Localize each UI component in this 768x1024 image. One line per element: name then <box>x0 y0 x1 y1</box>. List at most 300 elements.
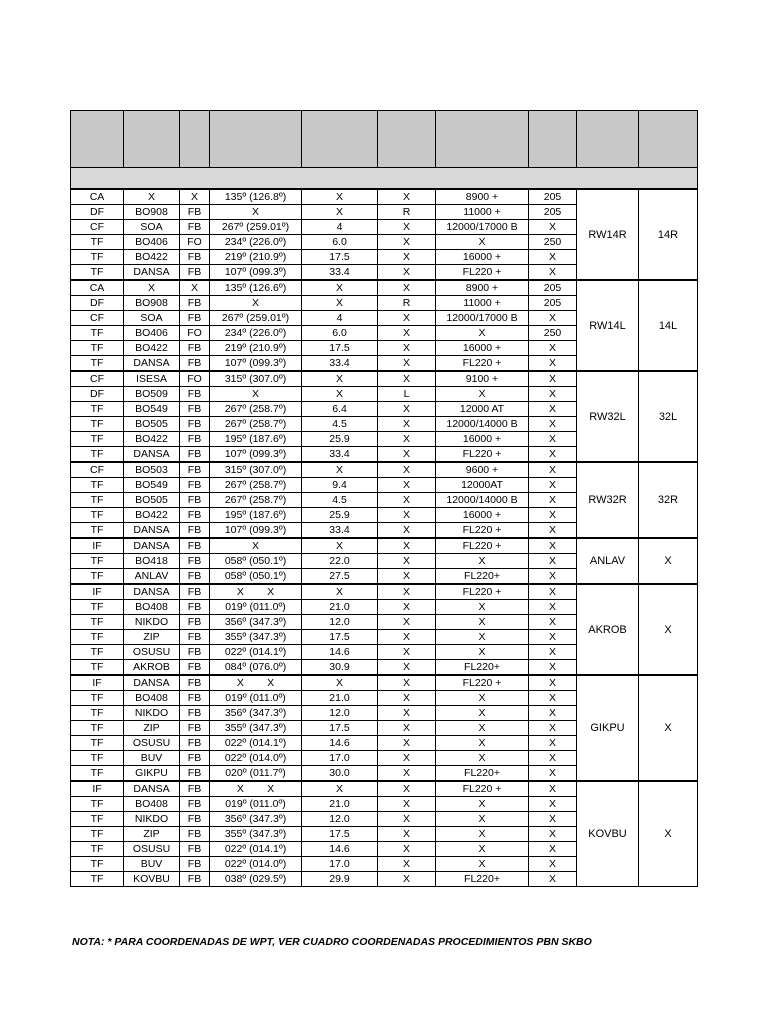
procedure-name-cell: RW14L <box>577 280 639 371</box>
turn-cell: R <box>378 205 436 220</box>
distance-cell: 21.0 <box>302 797 378 812</box>
altitude-cell: 12000 AT <box>436 402 529 417</box>
speed-cell: X <box>529 250 577 265</box>
course-cell: 058º (050.1º) <box>210 569 302 585</box>
path-terminator-cell: TF <box>71 600 124 615</box>
distance-cell: 12.0 <box>302 812 378 827</box>
waypoint-cell: BO505 <box>124 417 180 432</box>
path-terminator-cell: TF <box>71 432 124 447</box>
fly-cell: FB <box>180 675 210 691</box>
altitude-cell: X <box>436 706 529 721</box>
speed-cell: X <box>529 630 577 645</box>
fly-cell: FB <box>180 812 210 827</box>
distance-cell: 14.6 <box>302 842 378 857</box>
table-row <box>71 462 698 478</box>
speed-cell: X <box>529 660 577 676</box>
fly-cell: FB <box>180 341 210 356</box>
waypoint-cell: BO422 <box>124 508 180 523</box>
speed-cell: X <box>529 781 577 797</box>
course-cell: X <box>210 538 302 554</box>
course-cell: 019º (011.0º) <box>210 797 302 812</box>
path-terminator-cell: TF <box>71 447 124 463</box>
path-terminator-cell: TF <box>71 554 124 569</box>
waypoint-cell: NIKDO <box>124 706 180 721</box>
path-terminator-cell: TF <box>71 341 124 356</box>
fly-cell: FO <box>180 326 210 341</box>
distance-cell: X <box>302 280 378 296</box>
speed-cell: X <box>529 675 577 691</box>
waypoint-cell: BO505 <box>124 493 180 508</box>
distance-cell: 22.0 <box>302 554 378 569</box>
path-terminator-cell: TF <box>71 326 124 341</box>
course-cell: X X <box>210 584 302 600</box>
header-cell <box>124 111 180 168</box>
course-cell: 267º (258.7º) <box>210 493 302 508</box>
turn-cell: X <box>378 447 436 463</box>
course-cell: 019º (011.0º) <box>210 691 302 706</box>
turn-cell: X <box>378 493 436 508</box>
altitude-cell: X <box>436 554 529 569</box>
path-terminator-cell: TF <box>71 402 124 417</box>
distance-cell: 17.0 <box>302 857 378 872</box>
altitude-cell: X <box>436 630 529 645</box>
turn-cell: X <box>378 356 436 372</box>
header-cell <box>639 111 698 168</box>
waypoint-cell: BO908 <box>124 205 180 220</box>
turn-cell: X <box>378 645 436 660</box>
path-terminator-cell: TF <box>71 417 124 432</box>
path-terminator-cell: TF <box>71 645 124 660</box>
table-row <box>71 584 698 600</box>
waypoint-cell: OSUSU <box>124 645 180 660</box>
distance-cell: 4.5 <box>302 493 378 508</box>
fly-cell: FB <box>180 523 210 539</box>
procedure-table <box>70 110 698 887</box>
table-row <box>71 781 698 797</box>
waypoint-cell: DANSA <box>124 523 180 539</box>
turn-cell: X <box>378 432 436 447</box>
course-cell: 267º (258.7º) <box>210 402 302 417</box>
speed-cell: X <box>529 554 577 569</box>
altitude-cell: 9100 + <box>436 371 529 387</box>
course-cell: X <box>210 296 302 311</box>
altitude-cell: FL220 + <box>436 356 529 372</box>
altitude-cell: 16000 + <box>436 508 529 523</box>
turn-cell: X <box>378 842 436 857</box>
turn-cell: X <box>378 250 436 265</box>
waypoint-cell: BO418 <box>124 554 180 569</box>
turn-cell: X <box>378 189 436 205</box>
turn-cell: X <box>378 872 436 887</box>
altitude-cell: X <box>436 235 529 250</box>
turn-cell: X <box>378 584 436 600</box>
waypoint-cell: DANSA <box>124 538 180 554</box>
waypoint-cell: BO549 <box>124 402 180 417</box>
turn-cell: X <box>378 341 436 356</box>
distance-cell: 17.5 <box>302 721 378 736</box>
fly-cell: FB <box>180 660 210 676</box>
distance-cell: X <box>302 205 378 220</box>
altitude-cell: X <box>436 645 529 660</box>
altitude-cell: FL220 + <box>436 265 529 281</box>
course-cell: 315º (307.0º) <box>210 371 302 387</box>
turn-cell: X <box>378 478 436 493</box>
course-cell: 058º (050.1º) <box>210 554 302 569</box>
turn-cell: X <box>378 660 436 676</box>
fly-cell: FB <box>180 538 210 554</box>
header-cell <box>378 111 436 168</box>
fly-cell: FB <box>180 751 210 766</box>
altitude-cell: 8900 + <box>436 189 529 205</box>
table-row <box>71 371 698 387</box>
course-cell: 219º (210.9º) <box>210 250 302 265</box>
altitude-cell: X <box>436 691 529 706</box>
waypoint-cell: SOA <box>124 311 180 326</box>
fly-cell: FB <box>180 250 210 265</box>
path-terminator-cell: IF <box>71 538 124 554</box>
altitude-cell: 8900 + <box>436 280 529 296</box>
altitude-cell: X <box>436 857 529 872</box>
procedure-name-cell: KOVBU <box>577 781 639 887</box>
speed-cell: X <box>529 751 577 766</box>
runway-cell: X <box>639 781 698 887</box>
speed-cell: X <box>529 341 577 356</box>
course-cell: 135º (126.6º) <box>210 280 302 296</box>
fly-cell: FB <box>180 781 210 797</box>
runway-cell: X <box>639 538 698 584</box>
altitude-cell: FL220 + <box>436 523 529 539</box>
waypoint-cell: ISESA <box>124 371 180 387</box>
turn-cell: X <box>378 326 436 341</box>
distance-cell: 12.0 <box>302 615 378 630</box>
turn-cell: X <box>378 797 436 812</box>
distance-cell: 6.0 <box>302 326 378 341</box>
distance-cell: 4 <box>302 311 378 326</box>
procedure-name-cell: RW32R <box>577 462 639 538</box>
path-terminator-cell: TF <box>71 721 124 736</box>
fly-cell: FB <box>180 402 210 417</box>
table-row <box>71 538 698 554</box>
waypoint-cell: DANSA <box>124 675 180 691</box>
fly-cell: FB <box>180 600 210 615</box>
altitude-cell: 16000 + <box>436 250 529 265</box>
speed-cell: X <box>529 311 577 326</box>
speed-cell: X <box>529 797 577 812</box>
turn-cell: X <box>378 827 436 842</box>
course-cell: 355º (347.3º) <box>210 827 302 842</box>
waypoint-cell: OSUSU <box>124 736 180 751</box>
path-terminator-cell: IF <box>71 584 124 600</box>
speed-cell: X <box>529 857 577 872</box>
turn-cell: X <box>378 280 436 296</box>
fly-cell: FB <box>180 205 210 220</box>
turn-cell: X <box>378 630 436 645</box>
fly-cell: FB <box>180 857 210 872</box>
header-cell <box>436 111 529 168</box>
turn-cell: X <box>378 751 436 766</box>
fly-cell: FB <box>180 706 210 721</box>
fly-cell: FB <box>180 630 210 645</box>
path-terminator-cell: TF <box>71 615 124 630</box>
turn-cell: X <box>378 523 436 539</box>
waypoint-cell: BO908 <box>124 296 180 311</box>
speed-cell: 250 <box>529 235 577 250</box>
distance-cell: 17.0 <box>302 751 378 766</box>
altitude-cell: X <box>436 721 529 736</box>
fly-cell: FB <box>180 766 210 782</box>
path-terminator-cell: TF <box>71 827 124 842</box>
procedure-table-container <box>70 110 697 887</box>
fly-cell: FB <box>180 296 210 311</box>
runway-cell: 32R <box>639 462 698 538</box>
speed-cell: X <box>529 371 577 387</box>
path-terminator-cell: TF <box>71 872 124 887</box>
speed-cell: X <box>529 402 577 417</box>
course-cell: X <box>210 387 302 402</box>
distance-cell: 9.4 <box>302 478 378 493</box>
course-cell: 135º (126.8º) <box>210 189 302 205</box>
course-cell: 022º (014.0º) <box>210 857 302 872</box>
path-terminator-cell: TF <box>71 235 124 250</box>
fly-cell: FB <box>180 872 210 887</box>
waypoint-cell: KOVBU <box>124 872 180 887</box>
distance-cell: 29.9 <box>302 872 378 887</box>
course-cell: 022º (014.1º) <box>210 736 302 751</box>
waypoint-cell: ZIP <box>124 721 180 736</box>
table-body <box>71 111 698 887</box>
runway-cell: 14R <box>639 189 698 280</box>
speed-cell: X <box>529 523 577 539</box>
path-terminator-cell: CF <box>71 311 124 326</box>
speed-cell: X <box>529 387 577 402</box>
fly-cell: FO <box>180 371 210 387</box>
waypoint-cell: ZIP <box>124 827 180 842</box>
turn-cell: X <box>378 615 436 630</box>
path-terminator-cell: TF <box>71 736 124 751</box>
distance-cell: 30.0 <box>302 766 378 782</box>
course-cell: 022º (014.1º) <box>210 842 302 857</box>
altitude-cell: X <box>436 615 529 630</box>
course-cell: 234º (226.0º) <box>210 235 302 250</box>
waypoint-cell: GIKPU <box>124 766 180 782</box>
speed-cell: X <box>529 584 577 600</box>
path-terminator-cell: TF <box>71 842 124 857</box>
fly-cell: FB <box>180 220 210 235</box>
speed-cell: X <box>529 615 577 630</box>
path-terminator-cell: TF <box>71 356 124 372</box>
path-terminator-cell: TF <box>71 508 124 523</box>
speed-cell: 205 <box>529 189 577 205</box>
altitude-cell: FL220+ <box>436 569 529 585</box>
course-cell: 195º (187.6º) <box>210 432 302 447</box>
course-cell: 355º (347.3º) <box>210 721 302 736</box>
fly-cell: X <box>180 280 210 296</box>
speed-cell: X <box>529 493 577 508</box>
path-terminator-cell: CA <box>71 189 124 205</box>
fly-cell: FB <box>180 265 210 281</box>
altitude-cell: 11000 + <box>436 296 529 311</box>
altitude-cell: FL220+ <box>436 766 529 782</box>
waypoint-cell: BO422 <box>124 341 180 356</box>
altitude-cell: FL220 + <box>436 675 529 691</box>
course-cell: 195º (187.6º) <box>210 508 302 523</box>
speed-cell: X <box>529 356 577 372</box>
course-cell: 038º (029.5º) <box>210 872 302 887</box>
altitude-cell: FL220 + <box>436 584 529 600</box>
waypoint-cell: BO408 <box>124 600 180 615</box>
course-cell: 022º (014.1º) <box>210 645 302 660</box>
course-cell: 084º (076.0º) <box>210 660 302 676</box>
fly-cell: FB <box>180 721 210 736</box>
altitude-cell: FL220 + <box>436 538 529 554</box>
fly-cell: FB <box>180 462 210 478</box>
turn-cell: X <box>378 781 436 797</box>
fly-cell: FB <box>180 417 210 432</box>
path-terminator-cell: TF <box>71 265 124 281</box>
fly-cell: FB <box>180 645 210 660</box>
path-terminator-cell: CA <box>71 280 124 296</box>
path-terminator-cell: CF <box>71 220 124 235</box>
course-cell: X <box>210 205 302 220</box>
path-terminator-cell: TF <box>71 660 124 676</box>
distance-cell: 25.9 <box>302 508 378 523</box>
speed-cell: X <box>529 600 577 615</box>
course-cell: X X <box>210 675 302 691</box>
path-terminator-cell: TF <box>71 706 124 721</box>
speed-cell: X <box>529 691 577 706</box>
speed-cell: 250 <box>529 326 577 341</box>
course-cell: 267º (258.7º) <box>210 417 302 432</box>
speed-cell: X <box>529 766 577 782</box>
path-terminator-cell: TF <box>71 857 124 872</box>
fly-cell: FB <box>180 554 210 569</box>
waypoint-cell: BO406 <box>124 326 180 341</box>
fly-cell: FB <box>180 842 210 857</box>
course-cell: 107º (099.3º) <box>210 356 302 372</box>
speed-cell: 205 <box>529 296 577 311</box>
distance-cell: 25.9 <box>302 432 378 447</box>
course-cell: X X <box>210 781 302 797</box>
turn-cell: X <box>378 569 436 585</box>
altitude-cell: FL220+ <box>436 660 529 676</box>
turn-cell: X <box>378 220 436 235</box>
waypoint-cell: X <box>124 189 180 205</box>
distance-cell: X <box>302 296 378 311</box>
path-terminator-cell: TF <box>71 812 124 827</box>
altitude-cell: X <box>436 812 529 827</box>
fly-cell: FB <box>180 827 210 842</box>
waypoint-cell: BO422 <box>124 250 180 265</box>
turn-cell: X <box>378 402 436 417</box>
altitude-cell: 16000 + <box>436 341 529 356</box>
waypoint-cell: DANSA <box>124 781 180 797</box>
path-terminator-cell: TF <box>71 751 124 766</box>
path-terminator-cell: TF <box>71 691 124 706</box>
turn-cell: X <box>378 600 436 615</box>
procedure-name-cell: RW32L <box>577 371 639 462</box>
header-cell <box>210 111 302 168</box>
distance-cell: 17.5 <box>302 250 378 265</box>
turn-cell: X <box>378 462 436 478</box>
speed-cell: X <box>529 569 577 585</box>
course-cell: 356º (347.3º) <box>210 615 302 630</box>
runway-cell: X <box>639 584 698 675</box>
altitude-cell: 12000/17000 B <box>436 220 529 235</box>
path-terminator-cell: DF <box>71 205 124 220</box>
distance-cell: 21.0 <box>302 691 378 706</box>
runway-cell: 14L <box>639 280 698 371</box>
fly-cell: FB <box>180 493 210 508</box>
path-terminator-cell: CF <box>71 462 124 478</box>
speed-cell: X <box>529 265 577 281</box>
course-cell: 355º (347.3º) <box>210 630 302 645</box>
fly-cell: X <box>180 189 210 205</box>
path-terminator-cell: TF <box>71 569 124 585</box>
waypoint-cell: SOA <box>124 220 180 235</box>
speed-cell: X <box>529 508 577 523</box>
table-row <box>71 189 698 205</box>
course-cell: 267º (259.01º) <box>210 311 302 326</box>
altitude-cell: X <box>436 326 529 341</box>
path-terminator-cell: DF <box>71 387 124 402</box>
footnote: NOTA: * PARA COORDENADAS DE WPT, VER CUADRO COORDENADAS PROCEDIMIENTOS PBN SKBO <box>72 936 592 948</box>
turn-cell: X <box>378 235 436 250</box>
altitude-cell: 9600 + <box>436 462 529 478</box>
fly-cell: FB <box>180 691 210 706</box>
distance-cell: X <box>302 538 378 554</box>
path-terminator-cell: TF <box>71 797 124 812</box>
turn-cell: X <box>378 766 436 782</box>
fly-cell: FB <box>180 311 210 326</box>
distance-cell: 17.5 <box>302 630 378 645</box>
waypoint-cell: BUV <box>124 751 180 766</box>
turn-cell: X <box>378 691 436 706</box>
altitude-cell: FL220+ <box>436 872 529 887</box>
waypoint-cell: BO422 <box>124 432 180 447</box>
fly-cell: FB <box>180 615 210 630</box>
distance-cell: 6.0 <box>302 235 378 250</box>
fly-cell: FB <box>180 584 210 600</box>
waypoint-cell: BO509 <box>124 387 180 402</box>
path-terminator-cell: TF <box>71 630 124 645</box>
fly-cell: FB <box>180 478 210 493</box>
distance-cell: 27.5 <box>302 569 378 585</box>
path-terminator-cell: IF <box>71 675 124 691</box>
speed-cell: X <box>529 812 577 827</box>
altitude-cell: FL220 + <box>436 447 529 463</box>
speed-cell: X <box>529 721 577 736</box>
speed-cell: X <box>529 220 577 235</box>
waypoint-cell: BO503 <box>124 462 180 478</box>
course-cell: 219º (210.9º) <box>210 341 302 356</box>
fly-cell: FO <box>180 235 210 250</box>
fly-cell: FB <box>180 447 210 463</box>
distance-cell: 33.4 <box>302 265 378 281</box>
turn-cell: X <box>378 857 436 872</box>
waypoint-cell: DANSA <box>124 447 180 463</box>
altitude-cell: X <box>436 827 529 842</box>
waypoint-cell: DANSA <box>124 356 180 372</box>
distance-cell: 6.4 <box>302 402 378 417</box>
distance-cell: 17.5 <box>302 827 378 842</box>
speed-cell: X <box>529 432 577 447</box>
distance-cell: 33.4 <box>302 447 378 463</box>
altitude-cell: X <box>436 842 529 857</box>
speed-cell: X <box>529 872 577 887</box>
course-cell: 020º (011.7º) <box>210 766 302 782</box>
course-cell: 022º (014.0º) <box>210 751 302 766</box>
path-terminator-cell: IF <box>71 781 124 797</box>
